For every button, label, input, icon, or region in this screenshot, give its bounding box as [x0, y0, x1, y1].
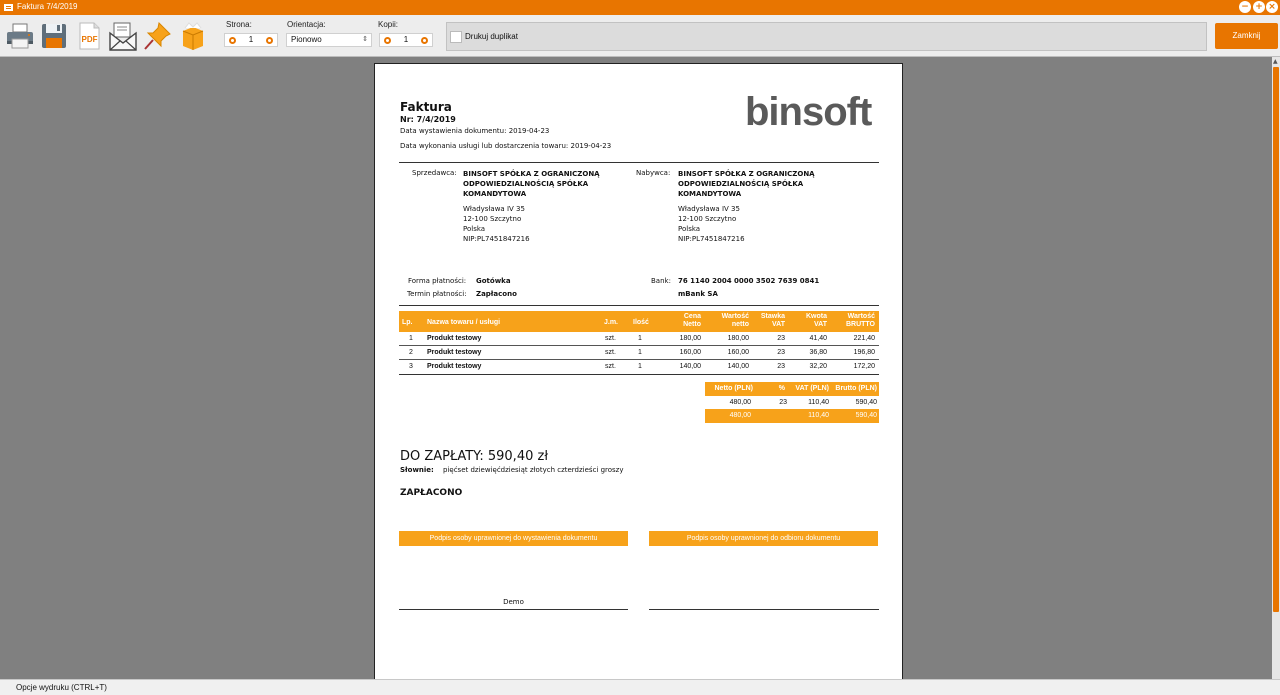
cell-lp: 2	[409, 349, 413, 356]
amount-due: DO ZAPŁATY: 590,40 zł	[400, 449, 549, 464]
cell-vat-rate: 23	[777, 363, 785, 370]
print-options-link[interactable]: Opcje wydruku (CTRL+T)	[16, 683, 107, 692]
buyer-street: Władysława IV 35	[678, 205, 740, 213]
seller-nip: NIP:PL7451847216	[463, 235, 530, 243]
sum-gross: 590,40	[855, 399, 877, 406]
pdf-icon	[73, 19, 105, 53]
col-net-value	[722, 311, 749, 329]
cell-name: Produkt testowy	[427, 349, 482, 356]
issue-date: Data wystawienia dokumentu: 2019-04-23	[400, 127, 550, 135]
col-gross-value-line: Wartość	[847, 313, 875, 320]
table-row	[399, 346, 879, 360]
buyer-label: Nabywca:	[636, 169, 671, 177]
save-disk-icon	[38, 19, 70, 53]
pdf-export-button[interactable]	[73, 19, 105, 53]
cell-gross-value: 221,40	[853, 335, 875, 342]
seller-address	[463, 204, 530, 244]
col-vat-amount-line: Kwota	[806, 313, 827, 320]
invoice-page	[374, 63, 903, 683]
duplicate-checkbox[interactable]	[450, 31, 462, 43]
title-bar	[0, 0, 1280, 15]
cell-name: Produkt testowy	[427, 363, 482, 370]
items-table	[399, 311, 879, 375]
copies-spinner[interactable]	[379, 33, 433, 47]
seller-name-line: KOMANDYTOWA	[463, 190, 527, 198]
payment-term: Zapłacono	[476, 290, 517, 298]
cell-net-value: 160,00	[727, 349, 749, 356]
total-net: 480,00	[729, 412, 751, 419]
col-lp: Lp.	[402, 319, 413, 326]
cell-vat-amount: 41,40	[809, 335, 827, 342]
copies-value: 1	[403, 35, 409, 44]
cell-vat-amount: 36,80	[809, 349, 827, 356]
delivery-date: Data wykonania usługi lub dostarczenia towaru: 2019-04-23	[400, 142, 612, 150]
payment-term-label: Termin płatności:	[407, 290, 467, 298]
seller-label: Sprzedawca:	[412, 169, 457, 177]
invoice-number: Nr: 7/4/2019	[400, 115, 456, 124]
total-gross: 590,40	[855, 412, 877, 419]
cell-vat-amount: 32,20	[809, 363, 827, 370]
copies-label: Kopii:	[378, 20, 399, 29]
toolbar	[0, 15, 1280, 57]
total-vat: 110,40	[808, 412, 829, 419]
save-button[interactable]	[38, 19, 70, 53]
seller-name-line: BINSOFT SPÓŁKA Z OGRANICZONĄ	[463, 170, 600, 178]
sum-col-vat: VAT (PLN)	[795, 385, 829, 392]
buyer-name	[678, 169, 815, 199]
sum-col-net: Netto (PLN)	[714, 385, 753, 392]
sum-col-pct: %	[778, 385, 785, 392]
col-vat-amount	[806, 311, 827, 329]
email-icon	[107, 19, 139, 53]
seller-city: 12-100 Szczytno	[463, 215, 522, 223]
buyer-nip: NIP:PL7451847216	[678, 235, 745, 243]
cell-lp: 3	[409, 363, 413, 370]
receiver-signature-box: Podpis osoby uprawnionej do odbioru dokumentu	[649, 531, 878, 546]
page-label: Strona:	[226, 20, 252, 29]
duplicate-label[interactable]: Drukuj duplikat	[465, 32, 518, 41]
sum-col-gross: Brutto (PLN)	[835, 385, 877, 392]
pdf-icon-text: PDF	[81, 35, 98, 44]
cell-qty: 1	[638, 335, 642, 342]
cell-qty: 1	[638, 363, 642, 370]
buyer-city: 12-100 Szczytno	[678, 215, 737, 223]
orientation-select[interactable]	[286, 33, 372, 47]
cell-qty: 1	[638, 349, 642, 356]
col-net-price	[683, 311, 701, 329]
items-table-body	[399, 332, 879, 375]
col-net-price-line: Netto	[683, 321, 701, 328]
table-row	[399, 360, 879, 374]
col-vat-amount-line: VAT	[814, 321, 827, 328]
duplicate-panel	[446, 22, 1207, 51]
cell-name: Produkt testowy	[427, 335, 482, 342]
print-button[interactable]	[4, 19, 36, 53]
status-bar	[0, 679, 1280, 695]
pin-icon	[142, 19, 174, 53]
company-logo: binsoft	[745, 90, 872, 134]
updown-arrow-icon: ⇕	[362, 36, 368, 43]
col-net-price-line: Cena	[683, 313, 701, 320]
seller-street: Władysława IV 35	[463, 205, 525, 213]
pin-button[interactable]	[142, 19, 174, 53]
cell-net-price: 140,00	[679, 363, 701, 370]
col-qty: Ilość	[633, 319, 649, 326]
buyer-name-line: KOMANDYTOWA	[678, 190, 742, 198]
cell-unit: szt.	[605, 363, 616, 370]
cell-net-price: 160,00	[679, 349, 701, 356]
cell-gross-value: 172,20	[853, 363, 875, 370]
sum-net: 480,00	[729, 399, 751, 406]
page-spinner[interactable]	[224, 33, 278, 47]
minimize-button[interactable]: −	[1239, 1, 1251, 13]
issuer-signature-box: Podpis osoby uprawnionej do wystawienia dokumentu	[399, 531, 628, 546]
invoice-title: Faktura	[400, 100, 452, 114]
buyer-name-line: ODPOWIEDZIALNOŚCIĄ SPÓŁKA	[678, 180, 804, 188]
seller-country: Polska	[463, 225, 486, 233]
vertical-scrollbar[interactable]	[1272, 57, 1280, 679]
sum-vat: 110,40	[808, 399, 829, 406]
orientation-value: Pionowo	[291, 35, 322, 44]
summary-header	[705, 382, 879, 396]
cell-unit: szt.	[605, 349, 616, 356]
email-button[interactable]	[107, 19, 139, 53]
receiver-signature-line	[649, 609, 879, 610]
summary-total-row	[705, 409, 879, 423]
payment-form: Gotówka	[476, 277, 511, 285]
cell-vat-rate: 23	[777, 349, 785, 356]
col-unit: J.m.	[604, 319, 619, 326]
cell-unit: szt.	[605, 335, 616, 342]
package-button[interactable]	[177, 19, 209, 53]
page-value: 1	[248, 35, 254, 44]
cell-gross-value: 196,80	[853, 349, 875, 356]
close-window-button[interactable]: ×	[1266, 1, 1278, 13]
in-words: pięćset dziewięćdziesiąt złotych czterdzieści groszy	[443, 466, 624, 474]
cell-net-value: 180,00	[727, 335, 749, 342]
divider	[399, 162, 879, 163]
scrollbar-thumb[interactable]	[1273, 67, 1279, 612]
window-title: Faktura 7/4/2019	[17, 2, 78, 11]
close-button[interactable]: Zamknij	[1215, 23, 1278, 49]
col-net-value-line: Wartość	[721, 313, 749, 320]
bank-label: Bank:	[651, 277, 671, 285]
col-vat-rate	[761, 311, 785, 329]
printer-icon	[4, 19, 36, 53]
seller-name-line: ODPOWIEDZIALNOŚCIĄ SPÓŁKA	[463, 180, 589, 188]
box-icon	[177, 19, 209, 53]
col-gross-value-line: BRUTTO	[845, 321, 875, 328]
in-words-label: Słownie:	[400, 466, 434, 474]
scroll-up-icon[interactable]: ▲	[1273, 58, 1278, 65]
app-icon	[3, 2, 14, 13]
cell-lp: 1	[409, 335, 413, 342]
orientation-label: Orientacja:	[287, 20, 326, 29]
bank-name: mBank SA	[678, 290, 718, 298]
cell-net-value: 140,00	[727, 363, 749, 370]
col-gross-value	[846, 311, 875, 329]
summary-row	[705, 396, 879, 409]
buyer-name-line: BINSOFT SPÓŁKA Z OGRANICZONĄ	[678, 170, 815, 178]
table-row	[399, 332, 879, 346]
col-net-value-line: netto	[731, 321, 749, 328]
items-table-header	[399, 311, 879, 332]
bank-account: 76 1140 2004 0000 3502 7639 0841	[678, 277, 820, 285]
payment-form-label: Forma płatności:	[408, 277, 467, 285]
col-name: Nazwa towaru / usługi	[427, 319, 501, 326]
col-vat-rate-line: VAT	[772, 321, 785, 328]
copies-increment-icon[interactable]	[421, 37, 428, 44]
issuer-signature-line	[399, 609, 628, 610]
buyer-country: Polska	[678, 225, 701, 233]
issuer-name: Demo	[503, 598, 524, 606]
seller-name	[463, 169, 600, 199]
col-vat-rate-line: Stawka	[760, 313, 785, 320]
cell-vat-rate: 23	[777, 335, 785, 342]
cell-net-price: 180,00	[679, 335, 701, 342]
page-increment-icon[interactable]	[266, 37, 273, 44]
paid-stamp: ZAPŁACONO	[400, 488, 463, 498]
divider	[399, 305, 879, 306]
sum-pct: 23	[779, 399, 787, 406]
buyer-address	[678, 204, 745, 244]
summary-table	[705, 382, 879, 423]
maximize-button[interactable]: +	[1253, 1, 1265, 13]
